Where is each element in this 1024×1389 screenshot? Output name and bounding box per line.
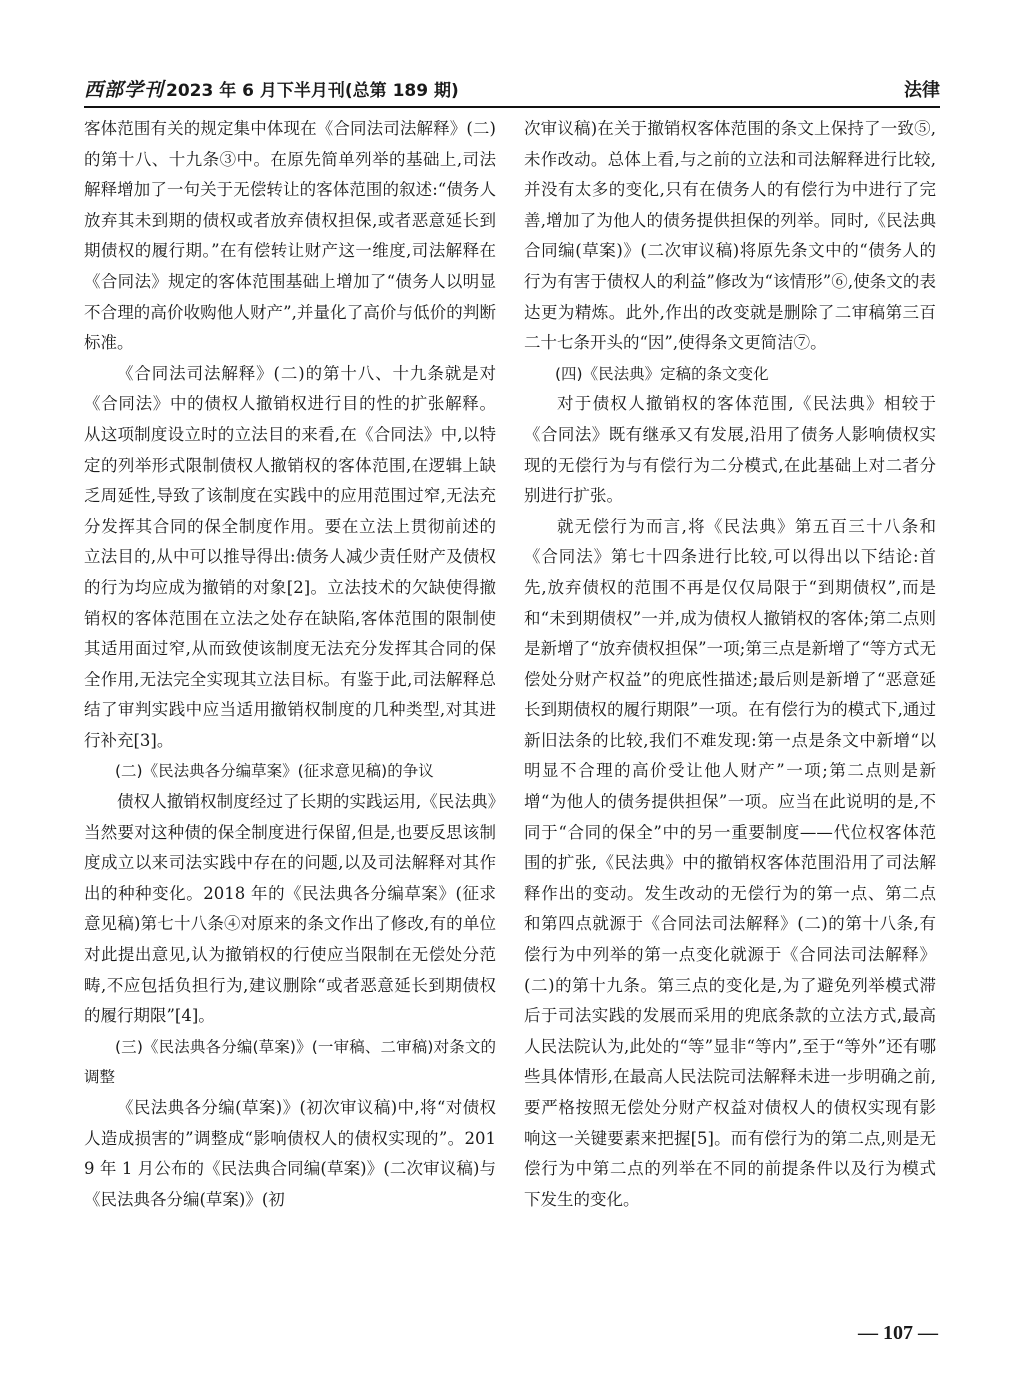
right-column	[524, 114, 936, 1215]
journal-logo: 西部学刊	[84, 79, 165, 101]
paragraph: 《合同法司法解释》(二)的第十八、十九条就是对《合同法》中的债权人撤销权进行目的性的扩张解释。从这项制度设立时的立法目的来看,在《合同法》中,以特定的列举形式限制债权人撤销权的客体范围,在逻辑上缺乏周延性,导致了该制度在实践中的应用范围过窄,无法充分发挥其合同的保全制度作用。要在立法上贯彻前述的立法目的,从中可以推导得出:债务人减少责任财产及债权的行为均应成为撤销的对象[2]。立法技术的欠缺使得撤销权的客体范围在立法之处存在缺陷,客体范围的限制使其适用面过窄,从而致使该制度无法充分发挥其合同的保全作用,无法完全实现其立法目标。有鉴于此,司法解释总结了审判实践中应当适用撤销权制度的几种类型,对其进行补充[3]。	[84, 363, 496, 750]
page-number: — 107 —	[858, 1322, 938, 1344]
paragraph: 债权人撤销权制度经过了长期的实践运用,《民法典》当然要对这种债的保全制度进行保留,但是,也要反思该制度成立以来司法实践中存在的问题,以及司法解释对其作出的种种变化。2018 年的《民法典各分编草案》(征求意见稿)第七十八条④对原来的条文作出了修改,有的单位对此提出意见,认为撤销权的行使应当限制在无偿处分范畴,不应包括负担行为,建议删除“或者恶意延长到期债权的履行期限”[4]。	[84, 792, 496, 1026]
paragraph: 次审议稿)在关于撤销权客体范围的条文上保持了一致⑤,未作改动。总体上看,与之前的立法和司法解释进行比较,并没有太多的变化,只有在债务人的有偿行为中进行了完善,增加了为他人的债务提供担保的列举。同时,《民法典合同编(草案)》(二次审议稿)将原先条文中的“债务人的行为有害于债权人的利益”修改为“该情形”⑥,使条文的表达更为精炼。此外,作出的改变就是删除了二审稿第三百二十七条开头的“因”,使得条文更简洁⑦。	[524, 119, 936, 353]
paragraph: 客体范围有关的规定集中体现在《合同法司法解释》(二)的第十八、十九条③中。在原先简单列举的基础上,司法解释增加了一句关于无偿转让的客体范围的叙述:“债务人放弃其未到期的债权或者放弃债权担保,或者恶意延长到期债权的履行期。”在有偿转让财产这一维度,司法解释在《合同法》规定的客体范围基础上增加了“债务人以明显不合理的高价收购他人财产”,并量化了高价与低价的判断标准。	[84, 119, 496, 353]
paragraph: 对于债权人撤销权的客体范围,《民法典》相较于《合同法》既有继承又有发展,沿用了债务人影响债权实现的无偿行为与有偿行为二分模式,在此基础上对二者分别进行扩张。	[524, 394, 936, 506]
subsection-heading: (四)《民法典》定稿的条文变化	[555, 364, 769, 383]
running-header	[84, 68, 940, 108]
paragraph: 就无偿行为而言,将《民法典》第五百三十八条和《合同法》第七十四条进行比较,可以得出以下结论:首先,放弃债权的范围不再是仅仅局限于“到期债权”,而是和“未到期债权”一并,成为债权人撤销权的客体;第二点则是新增了“放弃债权担保”一项;第三点是新增了“等方式无偿处分财产权益”的兜底性描述;最后则是新增了“恶意延长到期债权的履行期限”一项。在有偿行为的模式下,通过新旧法条的比较,我们不难发现:第一点是条文中新增“以明显不合理的高价受让他人财产”一项;第二点则是新增“为他人的债务提供担保”一项。应当在此说明的是,不同于“合同的保全”中的另一重要制度——代位权客体范围的扩张,《民法典》中的撤销权客体范围沿用了司法解释作出的变动。发生改动的无偿行为的第一点、第二点和第四点就源于《合同法司法解释》(二)的第十八条,有偿行为中列举的第一点变化就源于《合同法司法解释》(二)的第十九条。第三点的变化是,为了避免列举模式滞后于司法实践的发展而采用的兜底条款的立法方式,最高人民法院认为,此处的“等”显非“等内”,至于“等外”还有哪些具体情形,在最高人民法院司法解释未进一步明确之前,要严格按照无偿处分财产权益对债权人的债权实现有影响这一关键要素来把握[5]。而有偿行为的第二点,则是无偿行为中第二点的列举在不同的前提条件以及行为模式下发生的变化。	[524, 516, 936, 1209]
left-column	[84, 114, 496, 1215]
subsection-heading: (二)《民法典各分编草案》(征求意见稿)的争议	[115, 762, 434, 781]
section-title: 法律	[904, 80, 940, 101]
issue-info: 2023 年 6 月下半月刊(总第 189 期)	[166, 81, 459, 101]
subsection-heading: (三)《民法典各分编(草案)》(一审稿、二审稿)对条文的调整	[84, 1037, 496, 1087]
paragraph: 《民法典各分编(草案)》(初次审议稿)中,将“对债权人造成损害的”调整成“影响债权人的债权实现的”。2019 年 1 月公布的《民法典合同编(草案)》(二次审议稿)与《民法典各分编(草案)》(初	[84, 1098, 496, 1209]
journal-issue-line	[84, 75, 459, 102]
